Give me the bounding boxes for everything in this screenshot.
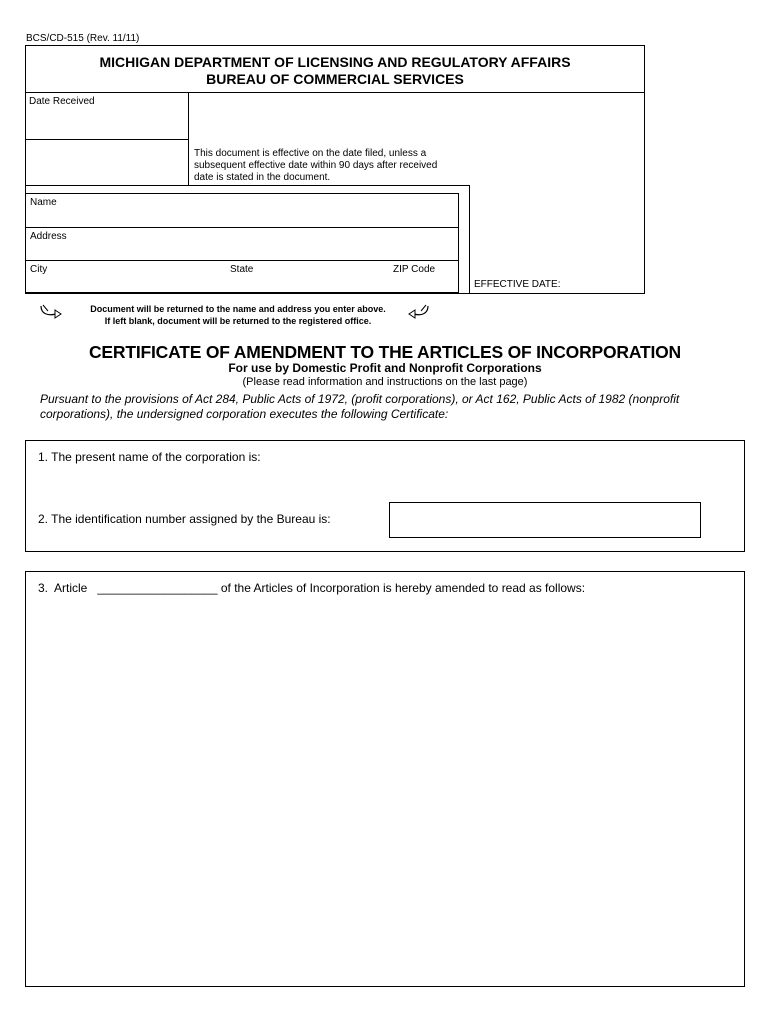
city-field[interactable] (30, 276, 224, 293)
effective-note (194, 148, 437, 184)
effective-note-line-3: date is stated in the document. (194, 172, 331, 183)
date-received-hline (25, 139, 189, 140)
item-1-label: 1. The present name of the corporation is: (38, 450, 261, 464)
return-note-line-2: If left blank, document will be returned to the registered office. (104, 316, 372, 326)
name-divider (25, 227, 459, 228)
date-received-label: Date Received (29, 96, 95, 107)
certificate-instructions: (Please read information and instructions on the last page) (242, 376, 528, 388)
zip-label: ZIP Code (393, 264, 436, 275)
effective-date-field[interactable] (562, 275, 644, 293)
state-field[interactable] (230, 276, 384, 293)
effective-date-label: EFFECTIVE DATE: (474, 279, 561, 290)
address-label: Address (30, 231, 67, 242)
pursuant-line-2: corporations), the undersigned corporation executes the following Certificate: (40, 407, 449, 421)
item-3-line (38, 581, 585, 595)
agency-line-1: MICHIGAN DEPARTMENT OF LICENSING AND REGULATORY AFFAIRS (99, 54, 571, 70)
city-label: City (30, 264, 48, 275)
state-label: State (230, 264, 254, 275)
pursuant-text (40, 392, 740, 422)
address-top-line (25, 185, 470, 186)
effective-note-line-2: subsequent effective date within 90 days after received (194, 160, 438, 171)
agency-line-2: BUREAU OF COMMERCIAL SERVICES (206, 71, 464, 87)
zip-field[interactable] (393, 276, 457, 293)
name-field[interactable] (30, 210, 454, 227)
amendment-text-field[interactable] (38, 600, 737, 982)
effective-note-line-1: This document is effective on the date filed, unless a (194, 148, 427, 159)
item-3-prefix: 3. Article (38, 581, 88, 595)
curved-arrow-left-icon (38, 302, 64, 320)
certificate-title: CERTIFICATE OF AMENDMENT TO THE ARTICLES OF INCORPORATION (88, 342, 681, 362)
form-code: BCS/CD-515 (Rev. 11/11) (26, 33, 140, 44)
return-note (70, 303, 406, 327)
header-divider (25, 92, 645, 93)
address-divider (25, 260, 459, 261)
agency-title (25, 54, 645, 88)
date-received-field[interactable] (28, 110, 187, 138)
certificate-subtitle: For use by Domestic Profit and Nonprofit Corporations (228, 361, 542, 375)
article-number-blank[interactable]: __________________ (97, 581, 218, 595)
curved-arrow-right-icon (406, 302, 432, 320)
name-label: Name (30, 197, 57, 208)
item-2-label: 2. The identification number assigned by the Bureau is: (38, 512, 331, 526)
pursuant-line-1: Pursuant to the provisions of Act 284, Public Acts of 1972, (profit corporations), or Act 162, Public Acts of 1982 (nonprofit (40, 392, 680, 406)
effective-date-vline (469, 185, 470, 294)
corporation-name-field[interactable] (38, 466, 732, 496)
identification-number-field[interactable] (389, 502, 701, 538)
address-field[interactable] (30, 243, 454, 260)
return-note-line-1: Document will be returned to the name and address you enter above. (90, 304, 386, 314)
item-3-suffix: of the Articles of Incorporation is hereby amended to read as follows: (220, 581, 586, 595)
